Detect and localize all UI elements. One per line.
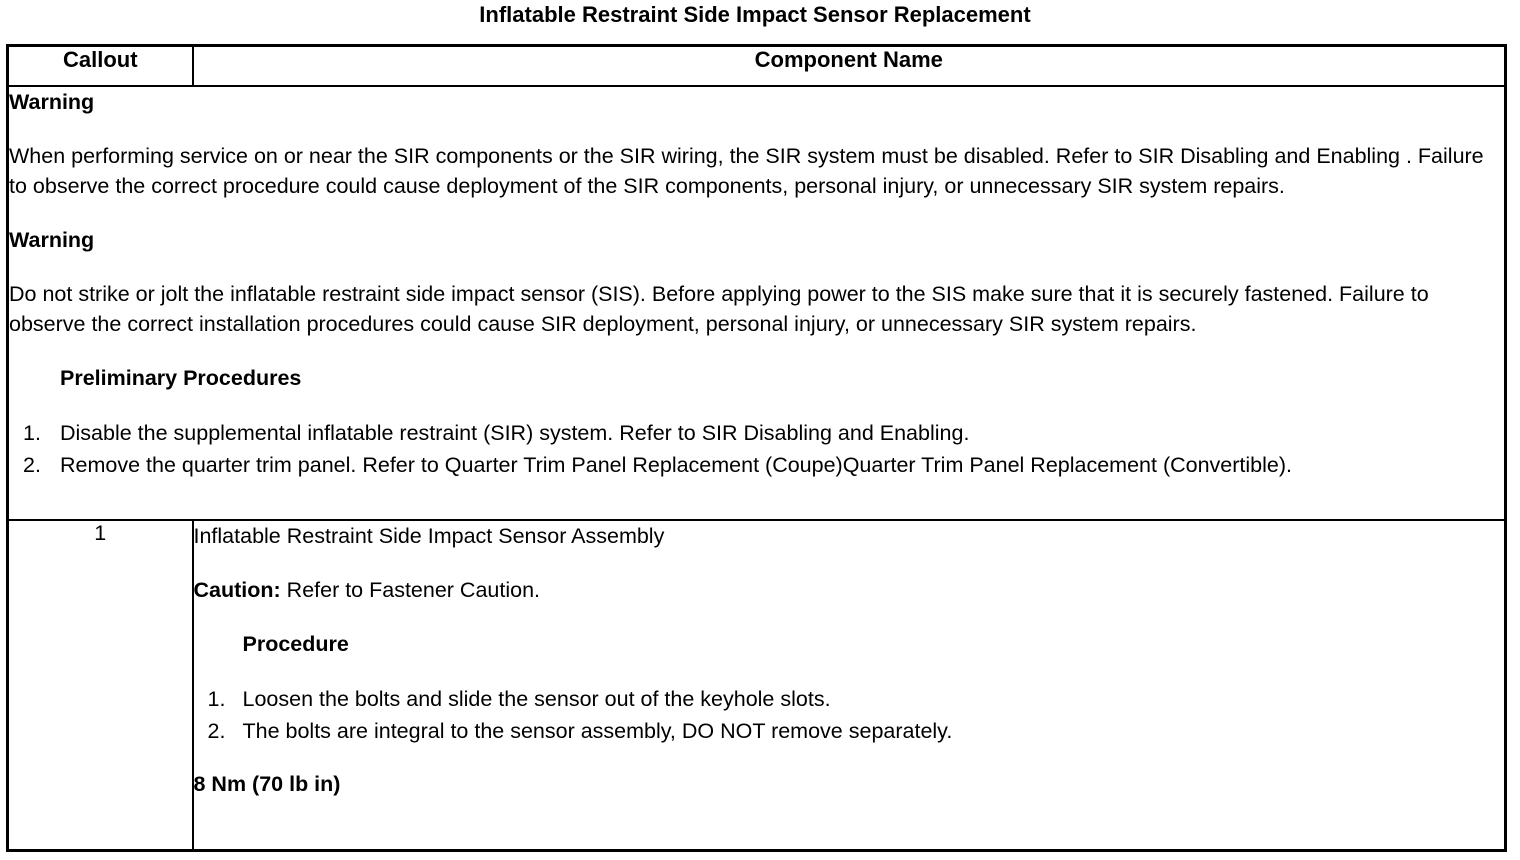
procedure-heading: Procedure: [242, 632, 349, 656]
step-number: 1.: [23, 421, 41, 445]
caution-text: Refer to Fastener Caution.: [280, 578, 541, 602]
preliminary-row: [8, 86, 1506, 520]
caution-label: Caution:: [193, 578, 281, 602]
preliminary-steps-list: [9, 417, 1504, 481]
table-header-row: [8, 46, 1506, 87]
torque-spec: 8 Nm (70 lb in): [193, 772, 341, 796]
step-text: Disable the supplemental inflatable restraint (SIR) system. Refer to SIR Disabling and Enabling.: [60, 421, 970, 445]
preliminary-procedures-heading: Preliminary Procedures: [60, 366, 302, 390]
list-item: [194, 683, 1505, 715]
table-row: [8, 520, 1506, 851]
list-item: [194, 715, 1505, 747]
step-text: The bolts are integral to the sensor assembly, DO NOT remove separately.: [242, 719, 953, 743]
document-title: Inflatable Restraint Side Impact Sensor Replacement: [479, 2, 1031, 27]
warning-title: Warning: [9, 228, 95, 252]
procedure-table: [6, 44, 1507, 852]
step-number: 1.: [207, 687, 226, 711]
list-item: [9, 449, 1504, 481]
step-text: Loosen the bolts and slide the sensor out of the keyhole slots.: [242, 687, 831, 711]
list-item: [9, 417, 1504, 449]
callout-column-header: Callout: [8, 46, 193, 87]
component-name-column-header: Component Name: [193, 46, 1506, 87]
step-number: 2.: [23, 453, 41, 477]
warning-title: Warning: [9, 90, 95, 114]
callout-cell: 1: [8, 520, 193, 851]
preliminary-cell: [8, 86, 1506, 520]
warning-text: When performing service on or near the SIR components or the SIR wiring, the SIR system must be disabled. Refer to SIR Disabling and Enabling . Failure to observe the correct procedure could cause deployment of the SIR components, personal injury, or unnecessary SIR system repairs.: [9, 144, 1484, 198]
component-name: Inflatable Restraint Side Impact Sensor Assembly: [193, 524, 665, 548]
step-text: Remove the quarter trim panel. Refer to Quarter Trim Panel Replacement (Coupe)Quarter Trim Panel Replacement (Convertible).: [60, 453, 1292, 477]
component-cell: [193, 520, 1506, 851]
warning-text: Do not strike or jolt the inflatable restraint side impact sensor (SIS). Before applying power to the SIS make sure that it is securely fastened. Failure to observe the correct installation procedures could cause SIR deployment, personal injury, or unnecessary SIR system repairs.: [9, 282, 1429, 336]
procedure-steps-list: [194, 683, 1505, 747]
step-number: 2.: [207, 719, 226, 743]
caution-note: [194, 575, 1505, 605]
